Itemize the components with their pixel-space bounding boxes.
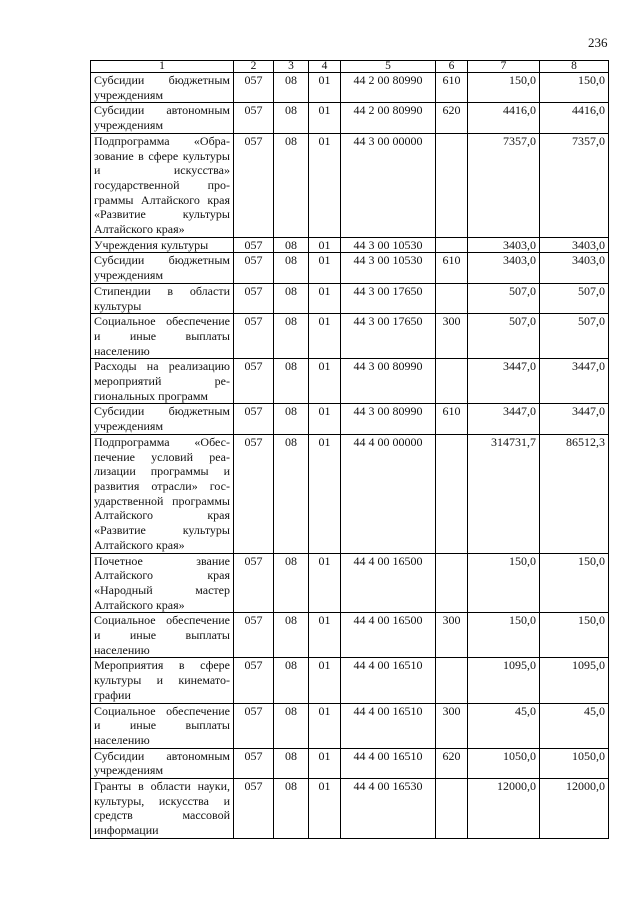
chapter-code-cell: 08 — [274, 253, 309, 283]
chapter-code-cell: 08 — [274, 237, 309, 253]
section-code-cell: 057 — [234, 253, 274, 283]
row-name-cell: Почетное звание Алтайского края «Народный мастер Алтайского края» — [91, 553, 234, 613]
chapter-code-cell: 08 — [274, 434, 309, 553]
amount-col7-cell: 507,0 — [468, 283, 540, 313]
column-header: 4 — [309, 61, 341, 73]
row-name-cell: Социальное обеспечение и иные выплаты населению — [91, 314, 234, 359]
chapter-code-cell: 08 — [274, 73, 309, 103]
target-article-cell: 44 4 00 16510 — [341, 658, 436, 703]
chapter-code-cell: 08 — [274, 314, 309, 359]
expense-type-cell: 610 — [436, 253, 468, 283]
amount-col7-cell: 45,0 — [468, 703, 540, 748]
chapter-code-cell: 08 — [274, 779, 309, 839]
subsection-code-cell: 01 — [309, 314, 341, 359]
expense-type-cell: 620 — [436, 103, 468, 133]
subsection-code-cell: 01 — [309, 359, 341, 404]
row-name-cell: Расходы на реализацию мероприятий региональных программ — [91, 359, 234, 404]
table-row — [91, 103, 609, 133]
expense-type-cell — [436, 283, 468, 313]
amount-col7-cell: 3403,0 — [468, 253, 540, 283]
target-article-cell: 44 3 00 80990 — [341, 404, 436, 434]
subsection-code-cell: 01 — [309, 103, 341, 133]
amount-col7-cell: 314731,7 — [468, 434, 540, 553]
target-article-cell: 44 4 00 16510 — [341, 748, 436, 778]
chapter-code-cell: 08 — [274, 103, 309, 133]
amount-col7-cell: 1050,0 — [468, 748, 540, 778]
column-header: 8 — [540, 61, 609, 73]
target-article-cell: 44 3 00 00000 — [341, 133, 436, 237]
chapter-code-cell: 08 — [274, 359, 309, 404]
expense-type-cell — [436, 359, 468, 404]
row-name-cell: Подпрограмма «Образование в сфере культуры и искусства» государственной программы Алтайского края «Развитие культуры Алтайского края» — [91, 133, 234, 237]
amount-col8-cell: 150,0 — [540, 613, 609, 658]
target-article-cell: 44 3 00 80990 — [341, 359, 436, 404]
row-name-cell: Гранты в области науки, культуры, искусства и средств массовой информации — [91, 779, 234, 839]
chapter-code-cell: 08 — [274, 133, 309, 237]
target-article-cell: 44 4 00 16510 — [341, 703, 436, 748]
table-row — [91, 553, 609, 613]
row-name-cell: Учреждения культуры — [91, 237, 234, 253]
amount-col7-cell: 3403,0 — [468, 237, 540, 253]
column-header: 6 — [436, 61, 468, 73]
row-name-cell: Субсидии автономным учреждениям — [91, 748, 234, 778]
subsection-code-cell: 01 — [309, 613, 341, 658]
amount-col8-cell: 150,0 — [540, 73, 609, 103]
target-article-cell: 44 3 00 10530 — [341, 253, 436, 283]
chapter-code-cell: 08 — [274, 404, 309, 434]
page-number: 236 — [588, 35, 608, 50]
target-article-cell: 44 4 00 00000 — [341, 434, 436, 553]
expense-type-cell — [436, 553, 468, 613]
amount-col8-cell: 150,0 — [540, 553, 609, 613]
table-row — [91, 703, 609, 748]
chapter-code-cell: 08 — [274, 553, 309, 613]
amount-col7-cell: 150,0 — [468, 553, 540, 613]
amount-col7-cell: 3447,0 — [468, 404, 540, 434]
table-row — [91, 283, 609, 313]
section-code-cell: 057 — [234, 613, 274, 658]
subsection-code-cell: 01 — [309, 748, 341, 778]
section-code-cell: 057 — [234, 73, 274, 103]
amount-col8-cell: 1050,0 — [540, 748, 609, 778]
section-code-cell: 057 — [234, 748, 274, 778]
amount-col8-cell: 86512,3 — [540, 434, 609, 553]
amount-col8-cell: 45,0 — [540, 703, 609, 748]
expense-type-cell: 610 — [436, 73, 468, 103]
expense-type-cell: 610 — [436, 404, 468, 434]
table-row — [91, 434, 609, 553]
table-row — [91, 748, 609, 778]
target-article-cell: 44 3 00 17650 — [341, 314, 436, 359]
expense-type-cell: 300 — [436, 314, 468, 359]
column-header: 2 — [234, 61, 274, 73]
amount-col8-cell: 507,0 — [540, 314, 609, 359]
amount-col8-cell: 3403,0 — [540, 253, 609, 283]
amount-col7-cell: 507,0 — [468, 314, 540, 359]
row-name-cell: Субсидии автономным учреждениям — [91, 103, 234, 133]
expense-type-cell: 300 — [436, 703, 468, 748]
chapter-code-cell: 08 — [274, 613, 309, 658]
section-code-cell: 057 — [234, 404, 274, 434]
table-row — [91, 73, 609, 103]
column-header: 3 — [274, 61, 309, 73]
table-row — [91, 359, 609, 404]
row-name-cell: Подпрограмма «Обеспечение условий реализации программы и развития отрасли» государственной программы Алтайского края «Развитие культуры Алтайского края» — [91, 434, 234, 553]
table-row — [91, 404, 609, 434]
subsection-code-cell: 01 — [309, 253, 341, 283]
amount-col8-cell: 3447,0 — [540, 404, 609, 434]
row-name-cell: Субсидии бюджетным учреждениям — [91, 404, 234, 434]
target-article-cell: 44 3 00 10530 — [341, 237, 436, 253]
subsection-code-cell: 01 — [309, 434, 341, 553]
target-article-cell: 44 4 00 16500 — [341, 613, 436, 658]
amount-col7-cell: 1095,0 — [468, 658, 540, 703]
table-row — [91, 133, 609, 237]
amount-col8-cell: 12000,0 — [540, 779, 609, 839]
table-row — [91, 613, 609, 658]
target-article-cell: 44 4 00 16500 — [341, 553, 436, 613]
expense-type-cell — [436, 237, 468, 253]
row-name-cell: Мероприятия в сфере культуры и кинематографии — [91, 658, 234, 703]
subsection-code-cell: 01 — [309, 404, 341, 434]
amount-col7-cell: 12000,0 — [468, 779, 540, 839]
table-row — [91, 237, 609, 253]
subsection-code-cell: 01 — [309, 73, 341, 103]
expense-type-cell — [436, 779, 468, 839]
section-code-cell: 057 — [234, 779, 274, 839]
chapter-code-cell: 08 — [274, 748, 309, 778]
expense-type-cell — [436, 133, 468, 237]
target-article-cell: 44 2 00 80990 — [341, 73, 436, 103]
section-code-cell: 057 — [234, 314, 274, 359]
row-name-cell: Субсидии бюджетным учреждениям — [91, 73, 234, 103]
chapter-code-cell: 08 — [274, 283, 309, 313]
section-code-cell: 057 — [234, 283, 274, 313]
table-row — [91, 314, 609, 359]
header-row — [91, 61, 609, 73]
expense-type-cell — [436, 434, 468, 553]
expense-type-cell: 300 — [436, 613, 468, 658]
section-code-cell: 057 — [234, 553, 274, 613]
section-code-cell: 057 — [234, 434, 274, 553]
column-header: 1 — [91, 61, 234, 73]
target-article-cell: 44 4 00 16530 — [341, 779, 436, 839]
amount-col7-cell: 150,0 — [468, 73, 540, 103]
row-name-cell: Социальное обеспечение и иные выплаты населению — [91, 613, 234, 658]
subsection-code-cell: 01 — [309, 237, 341, 253]
amount-col8-cell: 7357,0 — [540, 133, 609, 237]
subsection-code-cell: 01 — [309, 133, 341, 237]
section-code-cell: 057 — [234, 133, 274, 237]
chapter-code-cell: 08 — [274, 703, 309, 748]
subsection-code-cell: 01 — [309, 658, 341, 703]
row-name-cell: Стипендии в области культуры — [91, 283, 234, 313]
amount-col7-cell: 3447,0 — [468, 359, 540, 404]
row-name-cell: Социальное обеспечение и иные выплаты населению — [91, 703, 234, 748]
table-body — [91, 73, 609, 839]
section-code-cell: 057 — [234, 703, 274, 748]
amount-col8-cell: 1095,0 — [540, 658, 609, 703]
target-article-cell: 44 3 00 17650 — [341, 283, 436, 313]
table-row — [91, 779, 609, 839]
amount-col8-cell: 3403,0 — [540, 237, 609, 253]
section-code-cell: 057 — [234, 359, 274, 404]
expense-type-cell — [436, 658, 468, 703]
amount-col7-cell: 150,0 — [468, 613, 540, 658]
row-name-cell: Субсидии бюджетным учреждениям — [91, 253, 234, 283]
amount-col7-cell: 4416,0 — [468, 103, 540, 133]
amount-col7-cell: 7357,0 — [468, 133, 540, 237]
column-header: 5 — [341, 61, 436, 73]
subsection-code-cell: 01 — [309, 703, 341, 748]
target-article-cell: 44 2 00 80990 — [341, 103, 436, 133]
subsection-code-cell: 01 — [309, 779, 341, 839]
table-row — [91, 658, 609, 703]
table-row — [91, 253, 609, 283]
section-code-cell: 057 — [234, 237, 274, 253]
amount-col8-cell: 3447,0 — [540, 359, 609, 404]
column-header: 7 — [468, 61, 540, 73]
section-code-cell: 057 — [234, 658, 274, 703]
section-code-cell: 057 — [234, 103, 274, 133]
budget-table — [90, 60, 609, 839]
amount-col8-cell: 4416,0 — [540, 103, 609, 133]
subsection-code-cell: 01 — [309, 553, 341, 613]
subsection-code-cell: 01 — [309, 283, 341, 313]
chapter-code-cell: 08 — [274, 658, 309, 703]
expense-type-cell: 620 — [436, 748, 468, 778]
amount-col8-cell: 507,0 — [540, 283, 609, 313]
